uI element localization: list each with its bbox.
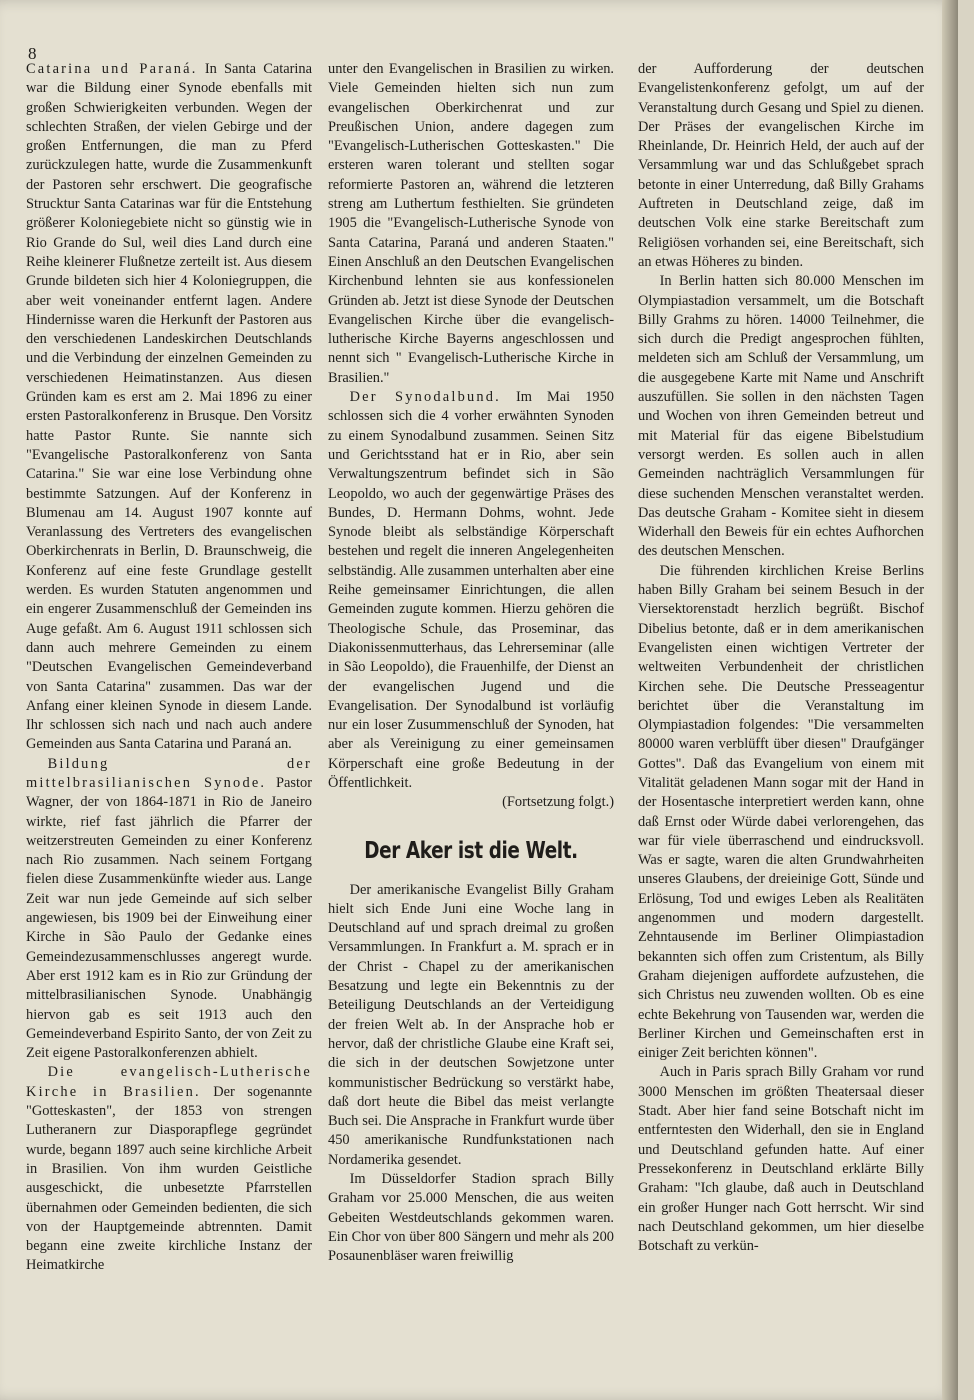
paragraph-text: unter den Evangelischen in Brasilien zu wirken. Viele Gemeinden hielten sich nun zum evangelischen Oberkirchenrat und zur Preußischen Union, andere dagegen zum "Evangelisch-Lutherischen Gotteskasten." Die ersteren waren tolerant und stellten sogar reformierte Pastoren an, während die letzteren streng am Luthertum festhielten. Sie gründeten 1905 die "Evangelisch-Lutherische Synode von Santa Catarina, Paraná und anderen Staaten." Einen Anschluß an den Deutschen Evangelischen Kirchenbund lehnten sie aus konfessionelen Gründen ab. Jetzt ist diese Synode der Deutschen Evangelischen Kirche über die evangelisch-lutherische Kirche Bayerns angeschlossen und nennt sich " Evangelisch-Lutherische Kirche in Brasilien." bbox=[328, 61, 614, 386]
paragraph-paris bbox=[638, 1063, 924, 1256]
paragraph-text: In Santa Catarina war die Bildung einer Synode ebenfalls mit großen Schwierigkeiten verbunden. Wegen der schlechten Straßen, der vielen Gebirge und der großen Entfernungen, die man zu Pferd zurückzulegen hatte, wurde die Zusammenkunft der Pastoren sehr erschwert. Die geografische Strucktur Santa Catarinas war für die Entstehung größerer Koloniegebiete nicht so günstig wie in Rio Grande do Sul, weil dies Land durch eine Reihe kleinerer Flußnetze zerteilt ist. Aus diesem Grunde bildeten sich hier 4 Koloniegruppen, die aber weit voneinander entfernt lagen. Andere Hindernisse waren die Herkunft der Pastoren aus den verschiedenen Landeskirchen Deutschlands und die Verbindung der einzelnen Gemeinden zu verschiedenen Heimatinstanzen. Aus diesen Gründen kam es erst am 2. Mai 1896 zu einer ersten Pastoralkonferenz in Brusque. Den Vorsitz hatte Pastor Runte. Sie nannte sich "Evangelische Pastoralkonferenz von Santa Catarina." Sie war eine lose Verbindung ohne bestimmte Satzungen. Auf der Konferenz in Blumenau am 14. August 1907 konnte auf Veranlassung des Vertreters des evangelischen Oberkirchenrats in Berlin, D. Braunschweig, die Konferenz auf eine feste Grundlage gestellt werden. Es wurden Statuten angenommen und ein engerer Zusammenschluß der Gemeinden ins Auge gefaßt. Am 6. August 1911 schlossen sich dann auch mehrere Gemeinden zu einem "Deutschen Evangelischen Gemeindeverband von Santa Catarina" zusammen. Das war der Anfang einer kleinen Synode in diesem Lande. Ihr schlossen sich nach und nach auch andere Gemeinden aus Santa Catarina und Paraná an. bbox=[26, 61, 312, 753]
paragraph-text: In Berlin hatten sich 80.000 Menschen im Olympiastadion versammelt, um die Botschaft Billy Grahms zu hören. 14000 Teilnehmer, die sich durch die Predigt angesprochen fühlten, meldeten sich am Schluß der Versammlung, um die ausgegebene Karte mit Name und Anschrift auszufüllen. Sie sollen in den nächsten Tagen und Wochen von ihren Gemeinden betreut und mit Material für das eigene Bibelstudium versorgt werden. Es sollen auch in allen Gemeinden nachträglich Versammlungen für diese suchenden Menschen veranstaltet werden. Das deutsche Graham - Komitee sieht in diesem Widerhall den Beweis für ein echtes Aufhorchen des deutschen Menschen. bbox=[638, 273, 924, 560]
page-edge bbox=[942, 0, 958, 1400]
paragraph-text: Pastor Wagner, der von 1864-1871 in Rio de Janeiro wirkte, rief fast jährlich die Pfarrer der weitzerstreuten Gemeinden zu einer Konferenz nach Rio zusammen. Nach seinem Fortgang fielen diese Zusammenkünfte wieder aus. Lange Zeit war nun jede Gemeinde auf sich selber angewiesen, bis 1909 bei der Einweihung einer Kirche in São Paulo der Gedanke eines Gemeindezusammenschlusses angeregt wurde. Aber erst 1912 kam es in Rio zur Gründung der mittelbrasilianischen Synode. Unabhängig hiervon gab es seit 1913 auch den Gemeindeverband Espirito Santo, der von Zeit zu Zeit eigene Pastoralkonferenzen abhielt. bbox=[26, 774, 312, 1062]
paragraph-text: Im Düsseldorfer Stadion sprach Billy Graham vor 25.000 Menschen, die aus weiten Gebeiten Westdeutschlands gekommen waren. Ein Chor von über 800 Sängern und mehr als 200 Posaunenbläser waren freiwillig bbox=[328, 1171, 614, 1265]
column-3 bbox=[638, 60, 924, 1256]
paragraph-text: Der amerikanische Evangelist Billy Graham hielt sich Ende Juni eine Woche lang in Deutschland auf und sprach dreimal zu großen Versammlungen. In Frankfurt a. M. sprach er in der Christ - Chapel zu der amerikanischen Besatzung und legte ein Bekenntnis zu der Beteiligung Deutschlands an der Verteidigung der freien Welt ab. In der Ansprache hob er hervor, daß der christliche Glaube eine Kraft sei, die sich in der deutschen Sowjetzone unter kommunistischer Bedrückung so verstärkt habe, daß dort heute die Bibel das meist verlangte Buch sei. Die Ansprache in Frankfurt wurde über 450 amerikanische Rundfunkstationen nach Nordamerika gesendet. bbox=[328, 881, 614, 1168]
paragraph-synodalbund bbox=[328, 388, 614, 793]
paragraph-text: der Aufforderung der deutschen Evangelistenkonferenz gefolgt, um auf der Veranstaltung durch Gesang und Spiel zu dienen. Der Präses der evangelischen Kirche im Rheinlande, Dr. Heinrich Held, der auch auf der Versammlung war und das Schlußgebet sprach betonte in einer Unterredung, daß Billy Grahams Auftreten in Deutschland zeige, daß im deutschen Volk eine starke Bereitschaft zum Religiösen vorhanden sei, eine Bereitschaft, sich an etwas Höheres zu binden. bbox=[638, 61, 924, 270]
page-number: 8 bbox=[28, 44, 37, 63]
paragraph-lutherische-kirche bbox=[26, 1063, 312, 1275]
paragraph-text: Im Mai 1950 schlossen sich die 4 vorher erwähnten Synoden zu einem Synodalbund zusammen. Seinen Sitz und Gerichtsstand hat er in Rio, aber sein Verwaltungszentrum befindet sich in São Leopoldo, wo auch der gegenwärtige Präses des Bundes, D. Hermann Dohms, wohnt. Jede Synode bleibt als selbständige Körperschaft bestehen und regelt die inneren Angelegenheiten selbständig. Alle zusammen unterhalten aber eine Reihe gemeinsamer Einrichtungen, die allen Gemeinden zugute kommen. Hierzu gehören die Theologische Schule, das Proseminar, das Diakonissenmutterhaus, das Lehrerseminar (alle in São Leopoldo), die Frauenhilfe, der Dienst an der evangelischen Jugend und die Evangelisation. Der Synodalbund ist vorläufig nur ein loser Zusummenschluß der Synoden, hat aber als Vereinigung zu einer gemeinsamen Körperschaft eine große Bedeutung in der Öffentlichkeit. bbox=[328, 389, 614, 791]
article-headline: Der Aker ist die Welt. bbox=[364, 837, 578, 864]
paragraph-berlin bbox=[638, 272, 924, 561]
continued-note: (Fortsetzung folgt.) bbox=[502, 794, 614, 811]
paragraph-text: Auch in Paris sprach Billy Graham vor rund 3000 Menschen im größten Theatersaal dieser Stadt. Aber hier fand seine Botschaft nicht im entferntesten den Widerhall, den sie in England und Deutschland gefunden hatte. Auf einer Pressekonferenz in Deutschland erklärte Billy Graham: "Ich glaube, daß auch in Deutschland ein großer Hunger nach Gott herrscht. Wir sind nach Deutschland gekommen, um hier dieselbe Botschaft zu verkün- bbox=[638, 1064, 924, 1255]
paragraph-continuation bbox=[328, 60, 614, 388]
section-lead: Bildung der mittelbrasilianischen Synode. bbox=[26, 755, 312, 791]
paragraph-billy-graham-intro bbox=[328, 881, 614, 1170]
paragraph-text: Die führenden kirchlichen Kreise Berlins haben Billy Graham bei seinem Besuch in der Viersektorenstadt herzlich begrüßt. Bischof Dibelius betonte, daß er in dem amerikanischen Evangelisten einen wichtigen Vertreter der weltweiten Verbundenheit der christlichen Kirchen sehe. Die Deutsche Presseagentur berichtet über die Veranstaltung im Olympiastadion folgendes: "Die versammelten 80000 waren verblüfft über diesen" Draufgänger Gottes". Daß das Evangelium von einem mit Vitalität geladenen Mann sogar mit der Hand in der Hosentasche interpretiert werden kann, ohne daß Ernst oder Würde dabei verlorengehen, das war für viele überraschend und eindrucksvoll. Was er sagte, waren die alten Grundwahrheiten unseres Glaubens, der dreieinige Gott, Sünde und Erlösung, Tod und ewiges Leben als Realitäten angenommen und modern dargestellt. Zehntausende im Berliner Olimpiastadion bekannten sich offen zum Cristentum, als Billy Graham diejenigen auffordete aufzustehen, die sich Christus neu zuwenden wollten. Ob es eine echte Bekehrung von Tausenden war, werden die Berliner Kirchen und Gemeinschaften erst in einiger Zeit berichten können". bbox=[638, 562, 924, 1062]
column-2 bbox=[328, 60, 614, 1267]
section-lead: Catarina und Paraná. bbox=[26, 61, 198, 77]
section-lead: Der Synodalbund. bbox=[349, 389, 501, 406]
paragraph-kirchliche-kreise bbox=[638, 562, 924, 1064]
section-lead: Die evangelisch-Lutherische Kirche in Brasilien. bbox=[26, 1064, 312, 1100]
column-1 bbox=[26, 60, 312, 1276]
paragraph-mittelbrasilianische-synode bbox=[26, 755, 312, 1064]
paragraph-text: Der sogenannte "Gotteskasten", der 1853 von strengen Lutheranern zur Diasporapflege gegründet wurde, begann 1897 auch seine kirchliche Arbeit in Brasilien. Von ihm wurden Geistliche ausgeschickt, die unbesetzte Pfarrstellen übernahmen oder Gemeinden bedienten, die sich von der Hauptgemeinde abtrennten. Damit begann eine zweite kirchliche Instanz der Heimatkirche bbox=[26, 1083, 312, 1274]
paragraph-santa-catarina bbox=[26, 60, 312, 755]
paragraph-duesseldorf bbox=[328, 1170, 614, 1266]
paragraph-continuation bbox=[638, 60, 924, 272]
